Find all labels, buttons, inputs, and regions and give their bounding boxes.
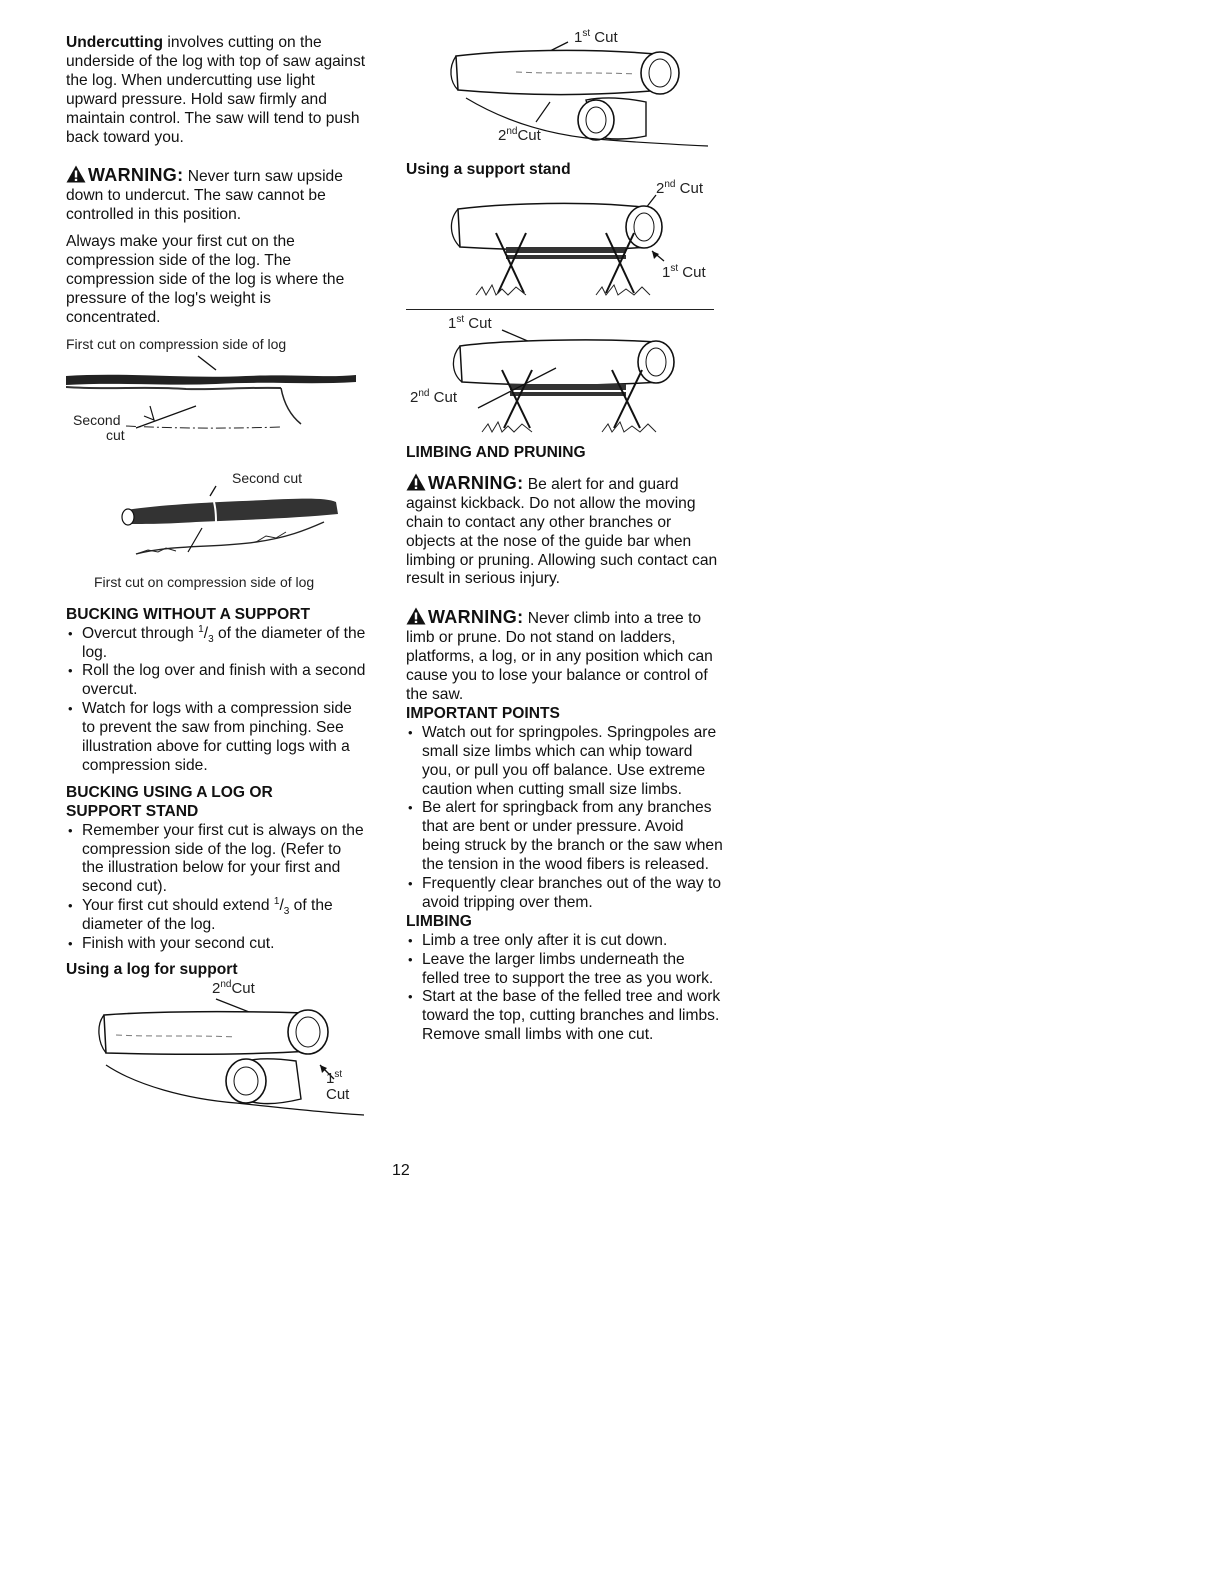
- warning-climb: [406, 607, 724, 705]
- undercutting-paragraph: [66, 34, 366, 147]
- log-on-log-top-illustration: [446, 40, 716, 152]
- figure2-label: Second cut: [232, 469, 303, 486]
- right-top-label-2nd: 2ndCut: [498, 126, 541, 144]
- list-item: • Start at the base of the felled tree and work toward the top, cutting branches and limbs. Remove small limbs with one cut.: [406, 988, 724, 1045]
- bucking-without-support-list: [66, 625, 366, 776]
- list-item: • Frequently clear branches out of the way to avoid tripping over them.: [406, 875, 724, 913]
- stand1-label-2nd: 2nd Cut: [656, 179, 703, 197]
- list-item: • Roll the log over and finish with a second overcut.: [66, 662, 366, 700]
- log-support-label-1st: 1st Cut: [326, 1069, 350, 1103]
- undercutting-text: involves cutting on the underside of the log with top of saw against the log. When undercutting use light upward pressure. Hold saw firmly and maintain control. The saw will tend to push back toward you.: [66, 34, 366, 146]
- log-on-log-illustration: [96, 995, 366, 1129]
- list-item: • Finish with your second cut.: [66, 935, 366, 954]
- support-stand-heading: Using a support stand: [406, 161, 571, 178]
- right-top-label-1st: 1st Cut: [574, 28, 618, 46]
- figure2-caption: First cut on compression side of log: [94, 573, 315, 590]
- log-support-label-2nd: 2ndCut: [212, 979, 255, 997]
- warning-climb-head: WARNING:: [428, 607, 524, 628]
- figure1-caption: First cut on compression side of log: [66, 335, 287, 352]
- warning-triangle-icon: [66, 165, 86, 183]
- page-number: 12: [392, 1162, 410, 1179]
- figure-compression-top: [66, 336, 366, 456]
- figure-support-stand-1: [406, 179, 724, 305]
- left-column: [66, 34, 366, 1129]
- bucking-without-support-heading: BUCKING WITHOUT A SUPPORT: [66, 605, 311, 623]
- list-item: • Overcut through $^1/_3$ of the diameter of the log.: [66, 625, 366, 663]
- list-item: • Watch for logs with a compression side to prevent the saw from pinching. See illustration above for cutting logs with a compression side.: [66, 700, 366, 776]
- stand2-label-2nd: 2nd Cut: [410, 388, 457, 406]
- figure-log-support: [66, 979, 366, 1129]
- warning-undercut-head: WARNING:: [88, 165, 184, 186]
- warning-kickback-head: WARNING:: [428, 472, 524, 493]
- stand2-label-1st: 1st Cut: [448, 314, 492, 332]
- list-item: • Leave the larger limbs underneath the felled tree to support the tree as you work.: [406, 951, 724, 989]
- limbing-heading: LIMBING: [406, 912, 472, 930]
- limbing-pruning-heading: LIMBING AND PRUNING: [406, 444, 586, 461]
- stand1-label-1st: 1st Cut: [662, 263, 706, 281]
- figure-compression-bottom: [66, 464, 366, 592]
- list-item: • Remember your first cut is always on the compression side of the log. (Refer to the illustration below for your first and second cut).: [66, 822, 366, 898]
- warning-triangle-icon: [406, 473, 426, 491]
- right-column: [406, 28, 724, 1045]
- bucking-support-heading: BUCKING USING A LOG OR SUPPORT STAND: [66, 783, 273, 820]
- log-support-heading: Using a log for support: [66, 961, 238, 978]
- list-item: • Watch out for springpoles. Springpoles are small size limbs which can whip toward you, or pull you off balance. Use extreme caution when cutting small size limbs.: [406, 724, 724, 800]
- list-item: • Your first cut should extend $^1/_3$ of the diameter of the log.: [66, 897, 366, 935]
- warning-triangle-icon: [406, 607, 426, 625]
- compression-paragraph: Always make your first cut on the compression side of the log. The compression side of the log is where the pressure of the log's weight is concentrated.: [66, 233, 345, 326]
- list-item: • Limb a tree only after it is cut down.: [406, 932, 724, 951]
- limbing-list: [406, 932, 724, 1045]
- warning-undercut-text: Never turn saw upside down to undercut. The saw cannot be controlled in this position.: [66, 168, 343, 224]
- warning-kickback: [406, 473, 724, 589]
- log-on-ground-illustration: [66, 484, 366, 570]
- warning-undercut: [66, 165, 366, 225]
- important-points-list: [406, 724, 724, 913]
- figure1-label-cut: cut: [106, 426, 125, 443]
- log-on-stand-illustration: [446, 189, 686, 305]
- important-points-heading: IMPORTANT POINTS: [406, 704, 560, 722]
- figure-right-top: [406, 30, 724, 154]
- bucking-support-list: [66, 822, 366, 954]
- figure1-label-second: Second: [73, 411, 121, 428]
- warning-climb-text: Never climb into a tree to limb or prune. Do not stand on ladders, platforms, a log, or in any position which can cause you to lose your balance or control of the saw.: [406, 610, 713, 703]
- list-item: • Be alert for springback from any branches that are bent or under pressure. Avoid being struck by the branch or the saw when the tension in the wood fibers is released.: [406, 799, 724, 875]
- figure-support-stand-2: [406, 310, 724, 444]
- warning-kickback-text: Be alert for and guard against kickback. Do not allow the moving chain to contact any other branches or objects at the nose of the guide bar when limbing or pruning. Allowing such contact can result in serious injury.: [406, 475, 718, 588]
- log-on-stand-bottom-illustration: [446, 324, 686, 442]
- undercutting-lead: Undercutting: [66, 34, 164, 51]
